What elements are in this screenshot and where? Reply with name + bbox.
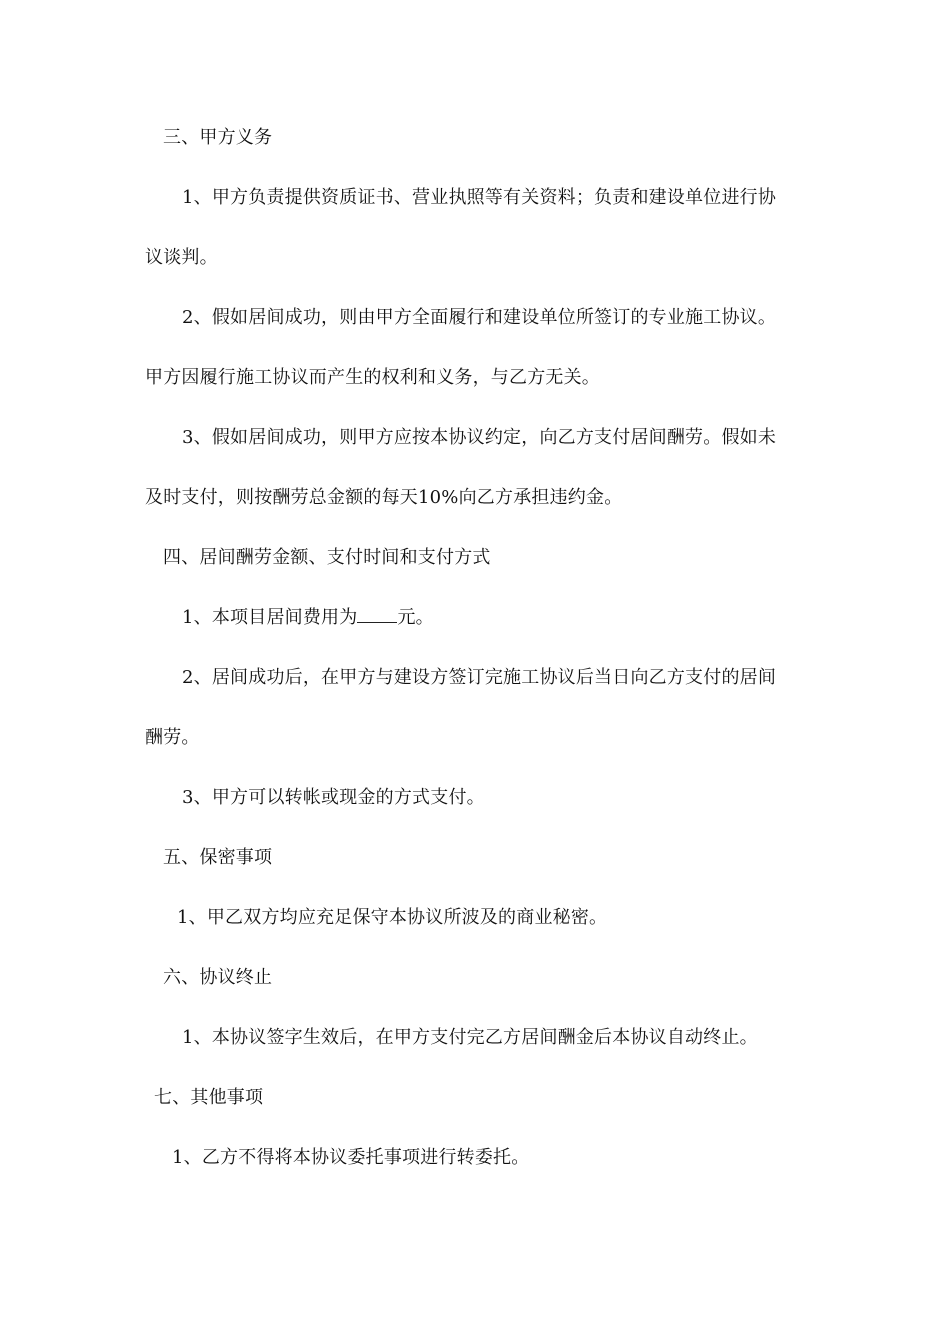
section-3-item-3-line-2: 及时支付，则按酬劳总金额的每天10%向乙方承担违约金。 — [145, 487, 623, 508]
section-7-item-1: 1、乙方不得将本协议委托事项进行转委托。 — [172, 1147, 530, 1168]
section-5-heading: 五、保密事项 — [163, 847, 273, 868]
section-3-item-1-line-1: 1、甲方负责提供资质证书、营业执照等有关资料；负责和建设单位进行协 — [182, 187, 777, 208]
section-3-heading: 三、甲方义务 — [163, 127, 273, 148]
section-6-item-1: 1、本协议签字生效后，在甲方支付完乙方居间酬金后本协议自动终止。 — [182, 1027, 758, 1048]
fee-amount-blank — [357, 606, 397, 623]
fee-unit: 元。 — [397, 607, 434, 628]
section-5-item-1: 1、甲乙双方均应充足保守本协议所波及的商业秘密。 — [177, 907, 608, 928]
fee-label: 1、本项目居间费用为 — [182, 607, 358, 628]
section-3-item-2-line-2: 甲方因履行施工协议而产生的权利和义务，与乙方无关。 — [145, 367, 600, 388]
section-4-item-1 — [182, 606, 434, 630]
section-3-item-1-line-2: 议谈判。 — [145, 247, 218, 268]
section-4-item-2-line-2: 酬劳。 — [145, 727, 200, 748]
section-4-item-2-line-1: 2、居间成功后，在甲方与建设方签订完施工协议后当日向乙方支付的居间 — [182, 667, 777, 688]
section-4-item-3: 3、甲方可以转帐或现金的方式支付。 — [182, 787, 485, 808]
section-3-item-2-line-1: 2、假如居间成功，则由甲方全面履行和建设单位所签订的专业施工协议。 — [182, 307, 777, 328]
section-7-heading: 七、其他事项 — [154, 1087, 264, 1108]
section-6-heading: 六、协议终止 — [163, 967, 273, 988]
section-4-heading: 四、居间酬劳金额、支付时间和支付方式 — [163, 547, 491, 568]
section-3-item-3-line-1: 3、假如居间成功，则甲方应按本协议约定，向乙方支付居间酬劳。假如未 — [182, 427, 777, 448]
